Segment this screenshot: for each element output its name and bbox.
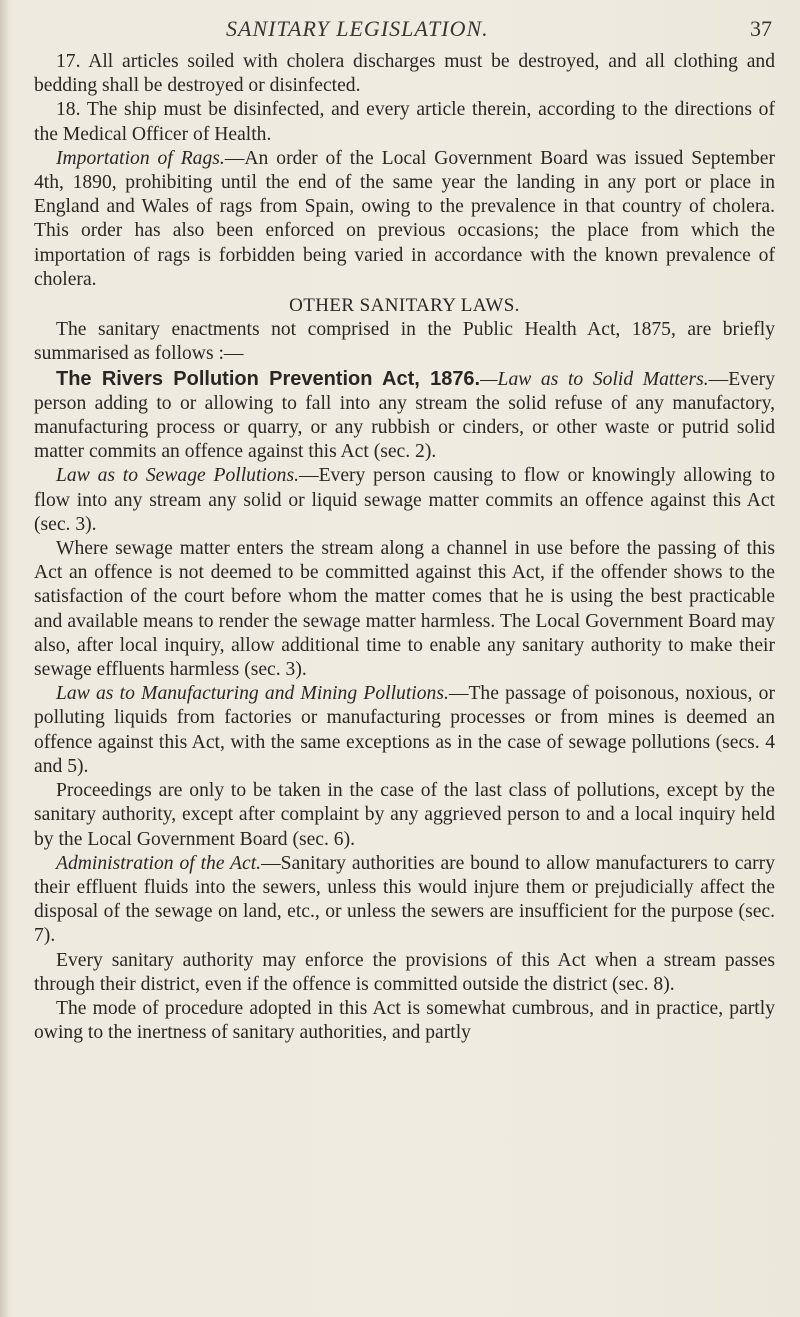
admin-title: Administration of the Act. — [56, 852, 262, 874]
paragraph-solid-matters — [34, 367, 775, 465]
section-heading: OTHER SANITARY LAWS. — [289, 295, 520, 317]
page-header — [0, 12, 800, 46]
paragraph-sewage-exception: Where sewage matter enters the stream along a channel in use before the passing of this Act an offence is not deemed to be committed against this Act, if the offender shows to the satisfaction of the court before whom the matter comes that he is using the best practicable and available means to render the sewage matter harmless. The Local Government Board may also, after local inquiry, allow additional time to enable any sanitary authority to make their sewage effluents harmless (sec. 3). — [34, 538, 775, 681]
paragraph-enforcement: Every sanitary authority may enforce the provisions of this Act when a stream passes through their district, even if the offence is committed outside the district (sec. 8). — [34, 949, 775, 995]
act-title: The Rivers Pollution Prevention Act, 1876. — [56, 367, 481, 390]
page-body — [34, 50, 775, 1045]
paragraph-18: 18. The ship must be disinfected, and every article therein, according to the directions of the Medical Officer of Health. — [34, 99, 775, 145]
paragraph-intro: The sanitary enactments not comprised in the Public Health Act, 1875, are briefly summarised as follows :— — [34, 319, 775, 365]
paragraph-mode-of-procedure: The mode of procedure adopted in this Act is somewhat cumbrous, and in practice, partly owing to the inertness of sanitary authorities, and partly — [34, 997, 775, 1044]
mfg-text: —The passage of poisonous, noxious, or polluting liquids from factories or manufacturing processes or from mines is deemed an offence against this Act, with the same exceptions as in the case of sewage pollutions (secs. 4 and 5). — [34, 683, 775, 777]
running-head: SANITARY LEGISLATION. — [226, 16, 489, 41]
rags-title: Importation of Rags. — [56, 147, 225, 169]
mfg-title: Law as to Manufacturing and Mining Pollutions. — [56, 683, 449, 705]
paragraph-proceedings: Proceedings are only to be taken in the case of the last class of pollutions, except by the sanitary authority, except after complaint by any aggrieved person to and a local inquiry held by the Local Government Board (sec. 6). — [34, 780, 775, 850]
rags-text: —An order of the Local Government Board was issued September 4th, 1890, prohibiting until the end of the same year the landing in any port or place in England and Wales of rags from Spain, owing to the prevalence in that country of cholera. This order has also been enforced on previous occasions; the place from which the importation of rags is forbidden being varied in accordance with the known prevalence of cholera. — [34, 147, 775, 290]
sewage-text: —Every person causing to flow or knowingly allowing to flow into any stream any solid or liquid sewage matter commits an offence against this Act (sec. 3). — [34, 465, 776, 535]
paragraph-manufacturing-pollutions — [34, 682, 775, 779]
paragraph-sewage-pollutions — [34, 464, 775, 537]
paragraph-importation-of-rags — [34, 147, 775, 292]
page-spine-shadow — [0, 0, 8, 1317]
paragraph-17: 17. All articles soiled with cholera discharges must be destroyed, and all clothing and bedding shall be destroyed or disinfected. — [34, 51, 775, 97]
solid-text: —Every person adding to or allowing to fall into any stream the solid refuse of any manufactory, manufacturing process or quarry, or any rubbish or cinders, or other waste or putrid solid matter commits an offence against this Act (sec. 2). — [34, 368, 775, 463]
page-number: 37 — [750, 16, 772, 41]
paragraph-administration — [34, 852, 775, 949]
sewage-title: Law as to Sewage Pollutions. — [56, 465, 299, 487]
admin-text: —Sanitary authorities are bound to allow manufacturers to carry their effluent fluids into the sewers, unless this would injure them or prejudicially affect the disposal of the sewage on land, etc., or unless the sewers are insufficient for the purpose (sec. 7). — [34, 852, 775, 947]
solid-title: —Law as to Solid Matters. — [480, 368, 709, 390]
